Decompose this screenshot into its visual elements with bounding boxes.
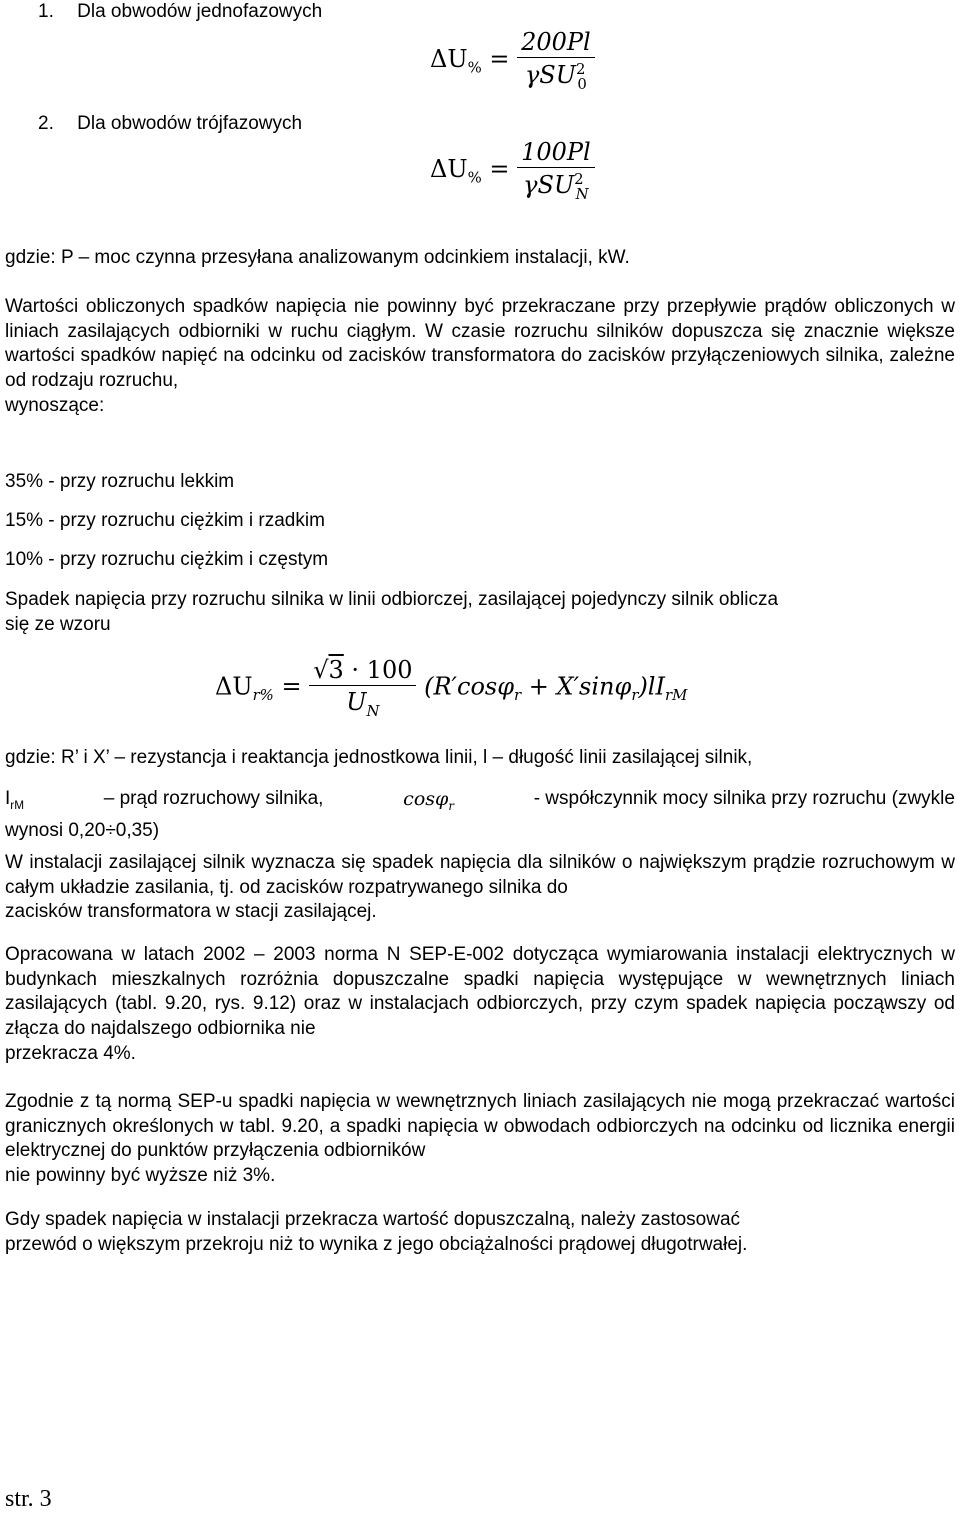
paragraph-norm-limits: Zgodnie z tą normą SEP-u spadki napięcia w wewnętrznych liniach zasilających nie mogą przekraczać wartości granicznych określonych w tabl. 9.20, a spadki napięcia w obwodach odbiorczych na odcinku od licznika energii elektrycznej do punktów przyłączenia odbiorników nie powinny być wyższe niż 3%. (5, 1091, 955, 1187)
page-number: str. 3 (5, 1486, 52, 1512)
list-item-2 (38, 112, 302, 136)
list-item-heavy-frequent: 10% - przy rozruchu ciężkim i częstym (5, 549, 329, 570)
paragraph-motor-start: Spadek napięcia przy rozruchu silnika w linii odbiorczej, zasilającej pojedynczy silnik oblicza się ze wzoru (5, 589, 779, 635)
paragraph-larger-conductor: Gdy spadek napięcia w instalacji przekracza wartość dopuszczalną, należy zastosować przewód o większym przekroju niż to wynika z jego obciążalności prądowej długotrwałej. (5, 1209, 748, 1255)
definition-r-x-l: gdzie: R’ i X’ – rezystancja i reaktancja jednostkowa linii, l – długość linii zasilającej silnik, (5, 747, 753, 768)
formula-single-phase: $\Delta U_{\%}$ = $\frac{200Pl}{\gamma SU^2_0}$ (430, 28, 595, 93)
definition-p: gdzie: P – moc czynna przesyłana analizowanym odcinkiem instalacji, kW. (5, 247, 630, 268)
formula-motor-start-drop: $\Delta U_{r\%}$ = $\frac{√3 \cdot 100}{U_N}$ $(R'\cos\varphi_r + X'\sin\varphi_r)lI_{rM}$ (215, 656, 688, 720)
list-number: 2. (38, 113, 54, 134)
list-item-light-start: 35% - przy rozruchu lekkim (5, 471, 235, 492)
paragraph-largest-current: W instalacji zasilającej silnik wyznacza się spadek napięcia dla silników o największym prądzie rozruchowym w całym układzie zasilania, tj. od zacisków rozpatrywanego silnika do zacisków transformatora w stacji zasilającej. (5, 852, 955, 923)
definition-irm-cosphi: $I_{rM}$ – prąd rozruchowy silnika, cosφ$_r$ - współczynnik mocy silnika przy rozruchu (zwykle wynosi 0,20÷0,35) (5, 788, 955, 841)
list-text: Dla obwodów trójfazowych (77, 113, 303, 134)
list-item-heavy-rare: 15% - przy rozruchu ciężkim i rzadkim (5, 510, 325, 531)
formula-three-phase: $\Delta U_{\%}$ = $\frac{100Pl}{\gamma SU^2_N}$ (430, 138, 595, 203)
paragraph-voltage-drop: Wartości obliczonych spadków napięcia nie powinny być przekraczane przy przepływie prądów obliczonych w liniach zasilających odbiorniki w ruchu ciągłym. W czasie rozruchu silników dopuszcza się znacznie większe wartości spadków napięć na odcinku od zacisków transformatora do zacisków przyłączeniowych silnika, zależne od rodzaju rozruchu, wynoszące: (5, 296, 955, 416)
list-item-1 (38, 0, 322, 24)
paragraph-norm-sep: Opracowana w latach 2002 – 2003 norma N SEP-E-002 dotycząca wymiarowania instalacji elektrycznych w budynkach mieszkalnych rozróżnia dopuszczalne spadki napięcia występujące w wewnętrznych liniach zasilających (tabl. 9.20, rys. 9.12) oraz w instalacjach odbiorczych, przy czym spadek napięcia począwszy od złącza do najdalszego odbiornika nie przekracza 4%. (5, 944, 955, 1064)
list-text: Dla obwodów jednofazowych (77, 1, 323, 22)
list-number: 1. (38, 1, 54, 22)
